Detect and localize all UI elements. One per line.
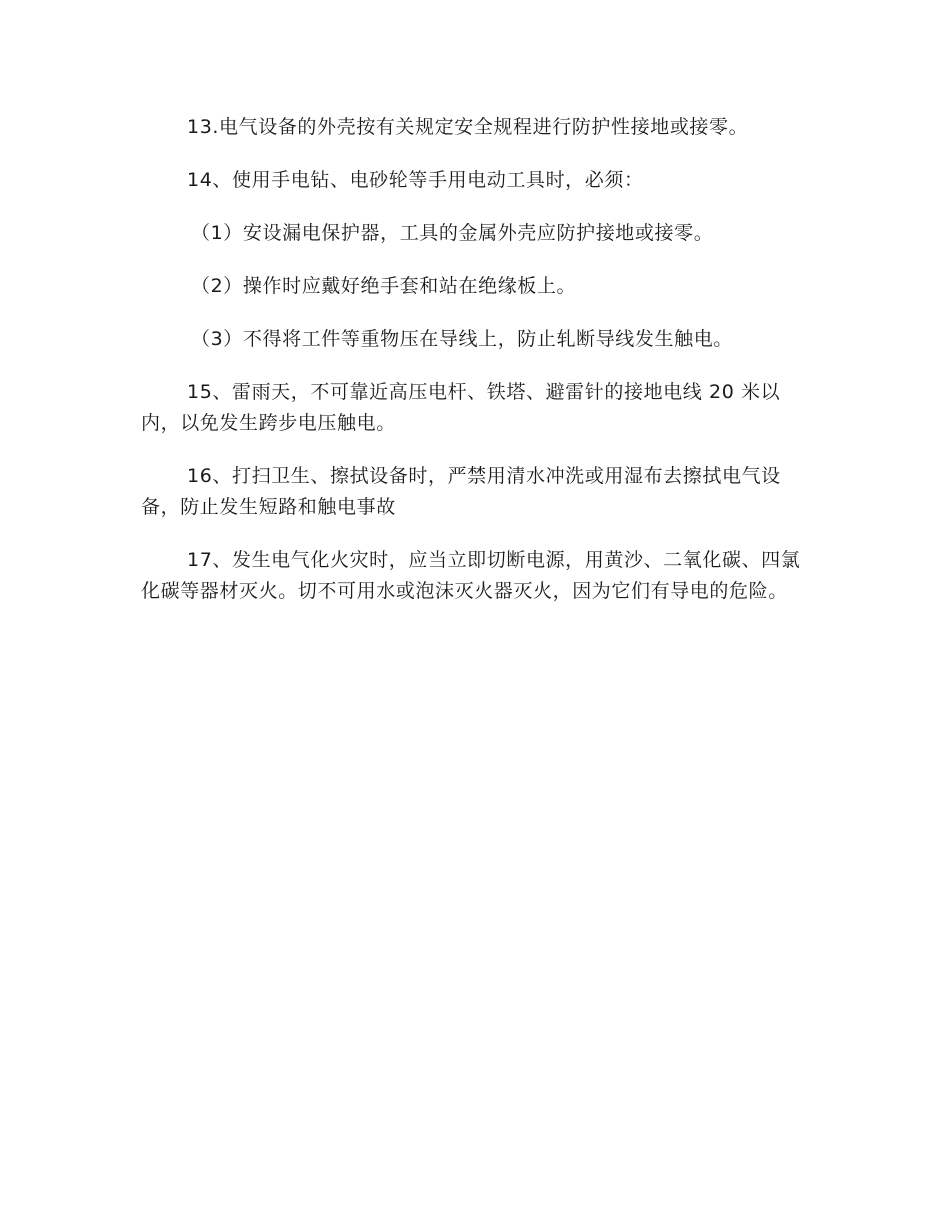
paragraph-14-item-2: （2）操作时应戴好绝手套和站在绝缘板上。 xyxy=(191,275,577,297)
paragraph-14-item-3: （3）不得将工件等重物压在导线上，防止轧断导线发生触电。 xyxy=(191,328,733,350)
paragraph-16: 16、打扫卫生、擦拭设备时，严禁用清水冲洗或用湿布去擦拭电气设备，防止发生短路和触电事故 xyxy=(141,465,781,518)
document-body xyxy=(141,112,806,629)
paragraph-13: 13.电气设备的外壳按有关规定安全规程进行防护性接地或接零。 xyxy=(187,116,749,138)
paragraph-14: 14、使用手电钻、电砂轮等手用电动工具时，必须： xyxy=(187,169,644,191)
paragraph-14-item-1: （1）安设漏电保护器，工具的金属外壳应防护接地或接零。 xyxy=(191,222,714,244)
paragraph-15: 15、雷雨天，不可靠近高压电杆、铁塔、避雷针的接地电线 20 米以内，以免发生跨步电压触电。 xyxy=(141,381,781,434)
paragraph-17: 17、发生电气化火灾时，应当立即切断电源，用黄沙、二氧化碳、四氯化碳等器材灭火。切不可用水或泡沫灭火器灭火，因为它们有导电的危险。 xyxy=(141,549,801,602)
